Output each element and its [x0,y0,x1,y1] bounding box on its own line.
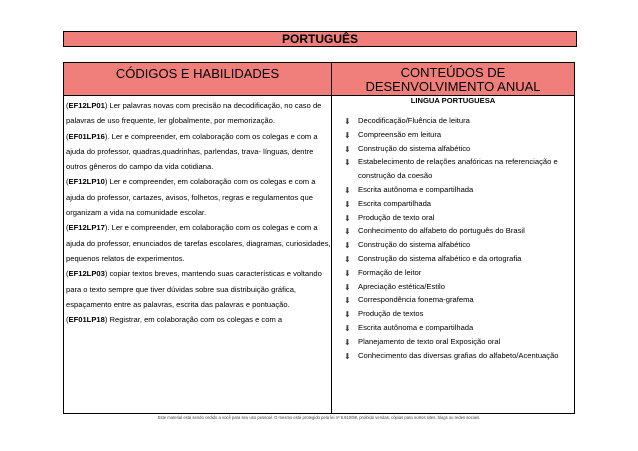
arrow-down-bullet-icon: ⬇ [344,130,351,140]
arrow-down-bullet-icon: ⬇ [344,199,351,209]
content-item [344,349,574,363]
arrow-down-bullet-icon: ⬇ [344,254,351,264]
content-item-text: Estabelecimento de relações anafóricas na referenciação e construção da coesão [358,157,558,181]
arrow-down-bullet-icon: ⬇ [344,351,351,361]
content-item-text: Construção do sistema alfabético [358,240,471,250]
content-item [344,114,574,128]
skill-text: ) Registrar, em colaboração com os colegas e com a [104,315,283,325]
content-item-text: Correspondência fonema-grafema [358,295,474,305]
content-item [344,128,574,142]
skill-code: EF01LP16 [68,131,105,141]
content-item-text: Escrita compartilhada [358,198,432,208]
page-title: PORTUGUÊS [63,31,577,47]
content-item [344,224,574,238]
content-item [344,211,574,225]
content-item-text: Construção do sistema alfabético e da ortografia [358,253,522,263]
content-item-text: Decodificação/Fluência de leitura [358,116,470,125]
content-item-text: Construção do sistema alfabético [358,143,471,153]
arrow-down-bullet-icon: ⬇ [344,310,351,320]
arrow-down-bullet-icon: ⬇ [344,241,351,251]
header-contents-line1: CONTEÚDOS DE [400,65,506,80]
skill-text: ) Ler e compreender, em colaboração com os colegas e com a ajuda do professor, cartazes, avisos, folhetos, regras e regulamentos que organizam a vida na comunidade escolar. [66,177,316,218]
content-item-text: Formação de leitor [358,267,422,277]
arrow-down-bullet-icon: ⬇ [344,323,351,333]
arrow-down-bullet-icon: ⬇ [344,227,351,237]
skill-text: ) copiar textos breves, mantendo suas características e voltando para o texto sempre que tiver dúvidas sobre sua distribuição gráfica, espaçamento entre as palavras, escrita das palavras e pontuação. [66,269,322,309]
skill-text: ) Ler palavras novas com precisão na decodificação, no caso de palavras de uso frequente, ler globalmente, por memorização. [66,101,322,126]
skill-entry: (EF01LP16). Ler e compreender, em colaboração com os colegas e com a ajuda do professor, quadras,quadrinhas, parlendas, trava- línguas, dentre outros gêneros do campo da vida cotidiana. [66,131,318,172]
content-item-text: Planejamento de texto oral Exposição oral [358,336,501,346]
skill-code: EF12LP17 [68,223,105,233]
content-item [344,321,574,335]
arrow-down-bullet-icon: ⬇ [344,268,351,278]
content-item-text: Produção de textos [358,309,424,319]
content-item-text: Escrita autônoma e compartilhada [358,322,474,332]
content-item [344,197,574,211]
contents-column [332,96,574,413]
content-item [344,293,574,307]
arrow-down-bullet-icon: ⬇ [344,296,351,306]
content-item-text: Apreciação estética/Estilo [358,281,445,291]
skills-column [64,96,332,413]
content-item-text: Conhecimento das diversas grafias do alfabeto/Acentuação [358,350,559,360]
contents-list [332,114,574,362]
content-item [344,335,574,349]
skill-code: EF12LP03 [68,269,105,279]
content-item [344,252,574,266]
skill-entry: (EF01LP18) Registrar, em colaboração com os colegas e com a [66,315,283,325]
content-item-text: Conhecimento do alfabeto do português do Brasil [358,226,525,236]
header-contents-line2: DESENVOLVIMENTO ANUAL [365,79,541,94]
arrow-down-bullet-icon: ⬇ [344,117,351,126]
content-item [344,155,574,183]
content-item [344,266,574,280]
header-contents [332,63,574,96]
skill-code: EF01LP18 [68,315,105,325]
content-item-text: Produção de texto oral [358,212,435,222]
content-item-text: Escrita autônoma e compartilhada [358,184,474,194]
contents-subtitle: LINGUA PORTUGUESA [410,96,496,105]
arrow-down-bullet-icon: ⬇ [344,185,351,195]
skill-entry: (EF12LP17). Ler e compreender, em colaboração com os colegas e com a ajuda do professor, enunciados de tarefas escolares, diagramas, curiosidades, pequenos relatos de experimentos. [66,223,331,263]
skill-code: EF12LP01 [68,101,105,110]
arrow-down-bullet-icon: ⬇ [344,158,351,168]
arrow-down-bullet-icon: ⬇ [344,282,351,292]
skill-entry: (EF12LP10) Ler e compreender, em colaboração com os colegas e com a ajuda do professor, cartazes, avisos, folhetos, regras e regulamentos que organizam a vida na comunidade escolar. [66,177,316,218]
header-skills: CÓDIGOS E HABILIDADES [64,63,332,96]
skill-code: EF12LP10 [68,177,105,187]
content-item [344,142,574,156]
content-item [344,307,574,321]
content-item [344,280,574,294]
skill-text: ). Ler e compreender, em colaboração com os colegas e com a ajuda do professor, enunciados de tarefas escolares, diagramas, curiosidades, pequenos relatos de experimentos. [66,223,331,263]
arrow-down-bullet-icon: ⬇ [344,213,351,223]
content-item-text: Compreensão em leitura [358,129,442,139]
arrow-down-bullet-icon: ⬇ [344,337,351,347]
arrow-down-bullet-icon: ⬇ [344,144,351,154]
copyright-footer: Este material está sendo cedido a você para seu uso pessoal. O mesmo está protegido pela lei nº 9.610/98, proibido vendas, cópias para outros sites, blogs ou redes sociais. [157,415,481,420]
skill-entry: (EF12LP03) copiar textos breves, mantendo suas características e voltando para o texto sempre que tiver dúvidas sobre sua distribuição gráfica, espaçamento entre as palavras, escrita das palavras e pontuação. [66,269,322,309]
content-item [344,183,574,197]
skill-text: ). Ler e compreender, em colaboração com os colegas e com a ajuda do professor, quadras,quadrinhas, parlendas, trava- línguas, dentre outros gêneros do campo da vida cotidiana. [66,131,318,172]
skill-entry: (EF12LP01) Ler palavras novas com precisão na decodificação, no caso de palavras de uso frequente, ler globalmente, por memorização. [66,101,322,126]
curriculum-table [63,62,575,414]
content-item [344,238,574,252]
